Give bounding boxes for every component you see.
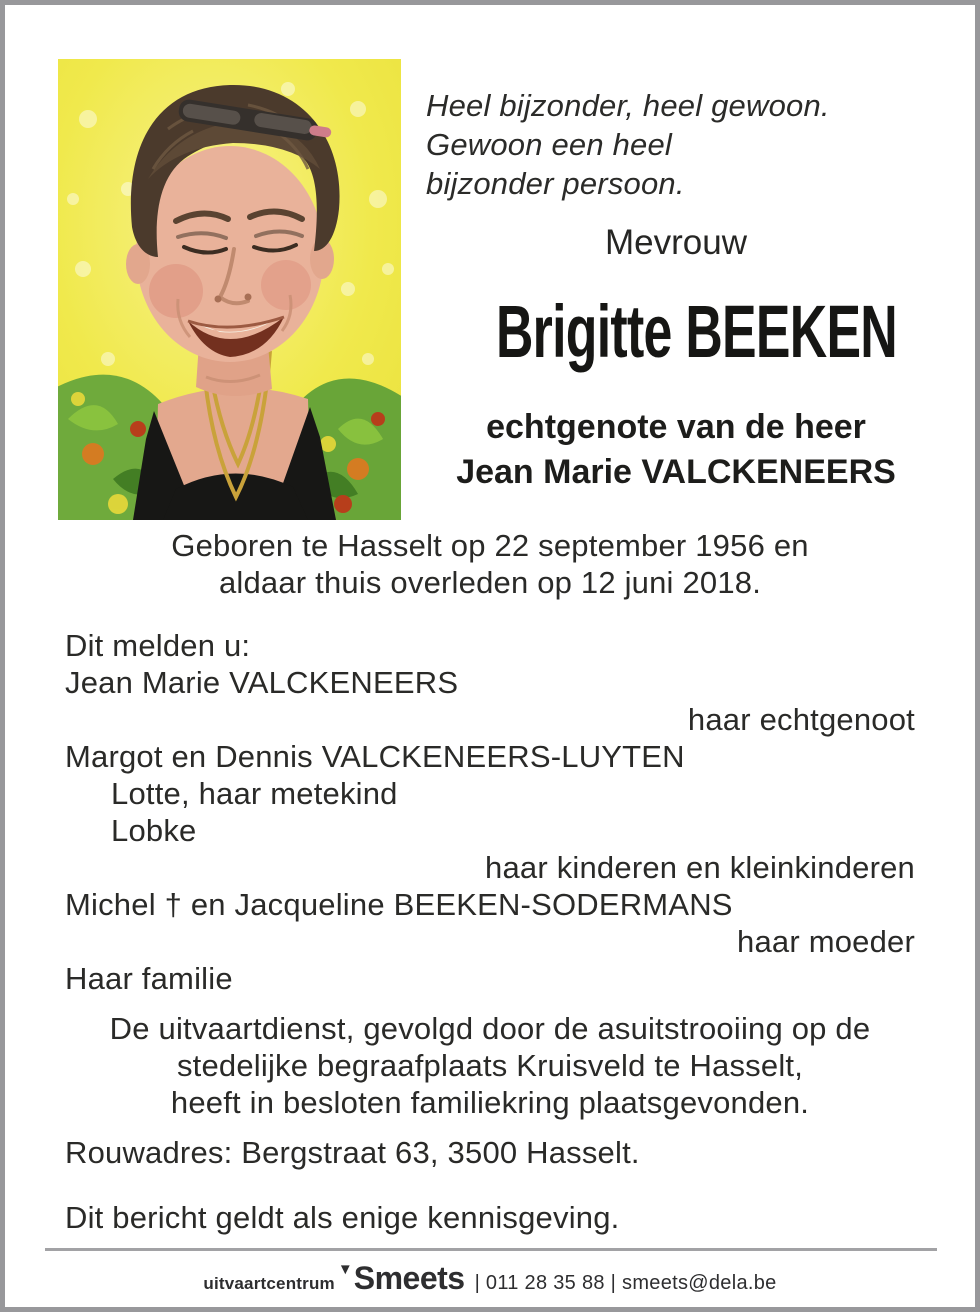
service-line: heeft in besloten familiekring plaatsgevonden. xyxy=(170,1085,810,1120)
deceased-name xyxy=(410,290,942,373)
portrait-photo xyxy=(58,59,401,520)
announcement-body xyxy=(65,527,915,1236)
quote-line: Gewoon een heel xyxy=(426,127,673,162)
memorial-quote xyxy=(426,86,942,203)
family-entry: Lotte, haar metekind xyxy=(111,776,398,811)
footer-divider xyxy=(45,1248,937,1251)
notification-intro: Dit melden u: xyxy=(65,628,251,663)
spouse-relation xyxy=(410,405,942,495)
spouse-name: Jean Marie VALCKENEERS xyxy=(456,453,896,491)
deceased-name-text: Brigitte BEEKEN xyxy=(495,290,898,373)
quote-line: bijzonder persoon. xyxy=(426,166,685,201)
funeral-home-brand: Smeets xyxy=(353,1260,465,1296)
portrait-illustration xyxy=(58,59,401,520)
family-entry: Lobke xyxy=(111,813,197,848)
quote-line: Heel bijzonder, heel gewoon. xyxy=(426,88,830,123)
family-entry: Jean Marie VALCKENEERS xyxy=(65,665,459,700)
relation-label: haar moeder xyxy=(737,924,915,959)
spouse-relation-line: echtgenote van de heer xyxy=(486,408,866,446)
service-line: De uitvaartdienst, gevolgd door de asuitstrooiing op de xyxy=(109,1011,871,1046)
mourning-address: Rouwadres: Bergstraat 63, 3500 Hasselt. xyxy=(65,1135,640,1170)
birth-death-line: aldaar thuis overleden op 12 juni 2018. xyxy=(218,565,762,600)
sole-notice: Dit bericht geldt als enige kennisgeving. xyxy=(65,1200,620,1235)
family-entry: Michel † en Jacqueline BEEKEN-SODERMANS xyxy=(65,887,733,922)
down-triangle-icon: ▼ xyxy=(337,1261,353,1278)
relation-label: haar kinderen en kleinkinderen xyxy=(485,850,915,885)
funeral-home-footer xyxy=(5,1260,975,1297)
funeral-home-contact: | 011 28 35 88 | smeets@dela.be xyxy=(474,1272,777,1294)
header-column xyxy=(410,86,942,495)
family-entry: Margot en Dennis VALCKENEERS-LUYTEN xyxy=(65,739,685,774)
family-entry: Haar familie xyxy=(65,961,233,996)
relation-label: haar echtgenoot xyxy=(687,702,915,737)
birth-death-line: Geboren te Hasselt op 22 september 1956 en xyxy=(171,528,809,563)
funeral-home-prefix: uitvaartcentrum xyxy=(203,1274,335,1293)
salutation: Mevrouw xyxy=(605,223,747,262)
service-line: stedelijke begraafplaats Kruisveld te Hasselt, xyxy=(176,1048,804,1083)
